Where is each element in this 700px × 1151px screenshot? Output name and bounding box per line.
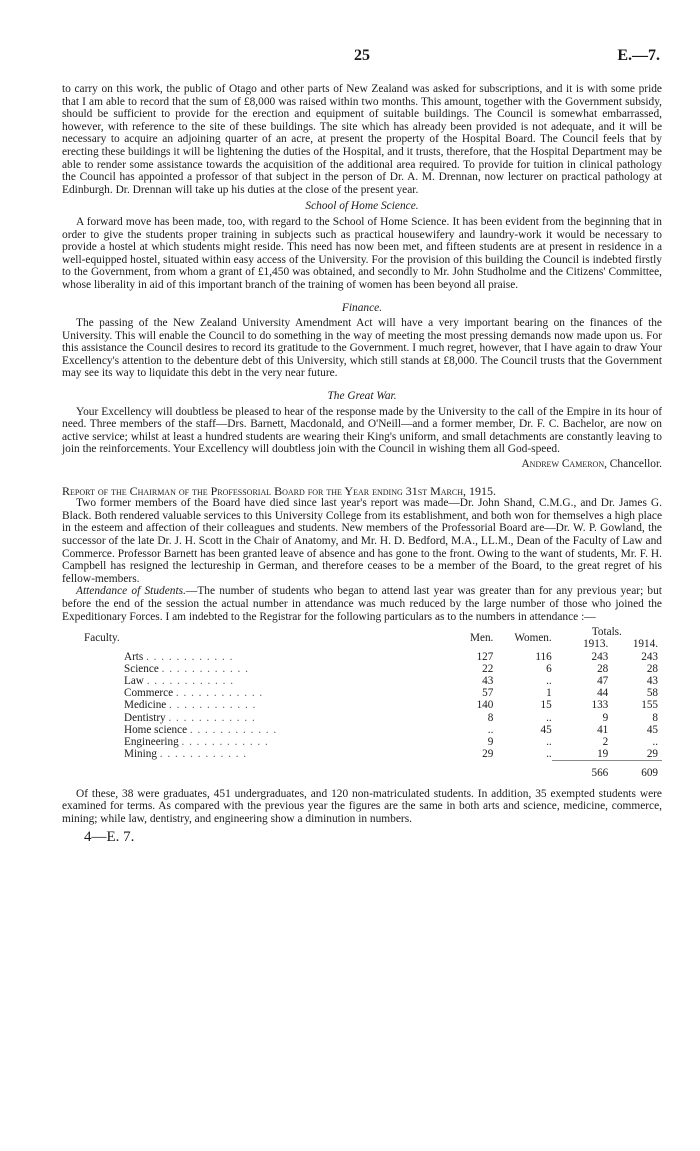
header-men: Men. xyxy=(470,632,494,645)
heading-great-war: The Great War. xyxy=(327,390,397,403)
total-1913: 9 xyxy=(602,711,609,724)
total-1913: 19 xyxy=(597,748,609,761)
men-count: 29 xyxy=(482,748,494,761)
great-war-paragraph: Your Excellency will doubtless be pleased to hear of the response made by the University to the call of the Empire in its hour of need. Three members of the staff—Drs. Barnett, Macdonald, and O'Neill—and a former member, Dr. F. C. Bachelor, are now on active service; whilst at least a hundred students are wearing their King's uniform, and small detachments are constantly leaving to join the reinforcements. Your Excellency will doubtless join with the Council in wishing them all God-speed. xyxy=(62,405,662,456)
table-row xyxy=(62,748,662,761)
men-count: 9 xyxy=(487,735,494,748)
total-1913: 41 xyxy=(597,723,609,736)
header-faculty: Faculty. xyxy=(84,632,120,645)
total-1914: 29 xyxy=(646,748,658,761)
grand-total-1913: 566 xyxy=(552,761,609,780)
signature-name: Andrew Cameron, xyxy=(521,458,607,471)
total-1913: 44 xyxy=(597,687,609,700)
men-count: 43 xyxy=(482,674,494,687)
leader-dots: . . . . . . . . . . . . xyxy=(159,748,248,761)
men-count: 140 xyxy=(476,699,494,712)
table-row xyxy=(62,724,662,736)
women-count: 15 xyxy=(540,699,552,712)
table-row xyxy=(62,675,662,687)
total-1913: 243 xyxy=(591,650,609,663)
attendance-text: —The number of students who began to attend last year was greater than for any previous year; but before the end of the session the actual number in attendance was much reduced by the large number of those who joined the Expeditionary Forces. I am indebted to the Registrar for the following particulars as to the numbers in attendance :— xyxy=(62,585,662,623)
faculty-name: Arts xyxy=(124,650,144,663)
faculty-name: Home science xyxy=(124,723,188,736)
header-1914: 1914. xyxy=(632,638,658,651)
faculty-name: Commerce xyxy=(124,687,174,700)
leader-dots: . . . . . . . . . . . . xyxy=(181,735,269,748)
faculty-name: Mining xyxy=(124,748,157,761)
header-1913: 1913. xyxy=(583,638,609,651)
heading-finance: Finance. xyxy=(341,301,383,314)
footer-reference: 4—E. 7. xyxy=(84,829,135,846)
men-count: 8 xyxy=(487,711,494,724)
grand-total-1914: 609 xyxy=(608,761,662,780)
leader-dots: . . . . . . . . . . . . xyxy=(168,711,256,724)
faculty-name: Medicine xyxy=(124,699,167,712)
leader-dots: . . . . . . . . . . . . xyxy=(146,650,234,663)
document-reference: E.—7. xyxy=(617,47,660,64)
heading-home-science: School of Home Science. xyxy=(305,200,419,213)
closing-paragraph: Of these, 38 were graduates, 451 undergraduates, and 120 non-matriculated students. In addition, 35 exempted students were examined for terms. As compared with the previous year the figures are the same in both arts and science, medicine, commerce, mining; while law, dentistry, and engineering show a diminution in numbers. xyxy=(62,787,662,825)
total-1913: 28 xyxy=(597,662,609,675)
header-women: Women. xyxy=(514,632,552,645)
total-1914: 243 xyxy=(641,650,658,663)
signature xyxy=(62,458,662,471)
women-count: 116 xyxy=(535,650,552,663)
men-count: 22 xyxy=(482,662,494,675)
leader-dots: . . . . . . . . . . . . xyxy=(169,699,257,712)
women-count: .. xyxy=(546,711,552,724)
women-count: .. xyxy=(546,674,552,687)
leader-dots: . . . . . . . . . . . . xyxy=(161,662,249,675)
total-1913: 2 xyxy=(602,735,609,748)
page-header xyxy=(62,47,662,67)
report-paragraph-2 xyxy=(62,585,662,623)
faculty-name: Engineering xyxy=(124,735,179,748)
signature-title: Chancellor. xyxy=(606,458,662,471)
table-row xyxy=(62,712,662,724)
page-number: 25 xyxy=(354,47,370,64)
total-1913: 47 xyxy=(597,674,609,687)
women-count: 1 xyxy=(546,687,552,700)
men-count: 127 xyxy=(476,650,494,663)
total-1914: 155 xyxy=(641,699,658,712)
total-1914: 58 xyxy=(646,687,658,700)
table-row xyxy=(62,736,662,748)
leader-dots: . . . . . . . . . . . . xyxy=(146,674,235,687)
table-header-row-1 xyxy=(62,626,662,638)
table-row xyxy=(62,663,662,675)
table-row xyxy=(62,687,662,699)
totals-row xyxy=(62,761,662,780)
women-count: 45 xyxy=(540,723,552,736)
men-count: 57 xyxy=(482,687,494,700)
intro-paragraph: to carry on this work, the public of Otago and other parts of New Zealand was asked for subscriptions, and it is with some pride that I am able to record that the sum of £8,000 was raised within two months. This amount, together with the Government subsidy, should be sufficient to provide for the erection and equipment of suitable buildings. The Council is somewhat embarrassed, however, with reference to the site of these buildings. The site which has already been provided is not adequate, and it will be necessary to acquire an adjoining quarter of an acre, at present the property of the Hospital Board. The Council feels that by erecting these buildings it will be lightening the duties of the Hospital, and it trusts, therefore, that the Hospital Department may be able to render some assistance towards the acquisition of the additional area required. To provide for tuition in clinical pathology the Council has appointed a professor of that subject in the person of Dr. A. M. Drennan, now lecturer on practical pathology at Edinburgh. Dr. Drennan will take up his duties at the close of the present year. xyxy=(62,83,662,196)
table-row xyxy=(62,699,662,711)
report-paragraph-1: Two former members of the Board have died since last year's report was made—Dr. John Shand, C.M.G., and Dr. James G. Black. Both rendered valuable services to this University College from its establishment, and both won for themselves a high place in the esteem and affection of their colleagues and students. New members of the Professorial Board are—Dr. W. P. Gowland, the successor of the late Dr. J. H. Scott in the Chair of Anatomy, and Mr. H. D. Bedford, M.A., LL.M., Dean of the Faculty of Law and Commerce. Professor Barnett has been granted leave of absence and has gone to the front. Owing to the want of students, Mr. F. H. Campbell has resigned the lectureship in German, and therefore ceases to be a member of the Board, to the great regret of his fellow-members. xyxy=(62,497,662,585)
leader-dots: . . . . . . . . . . . . xyxy=(175,687,264,700)
home-science-paragraph: A forward move has been made, too, with regard to the School of Home Science. It has been evident from the beginning that in order to give the students proper training in subjects such as practical housewifery and laundry-work it would be necessary to provide a hostel at which students might reside. This need has now been met, and fifteen students are at present in residence in a well-equipped hostel, situated within easy access of the University. For the provision of this building the Council is indebted firstly to the Government, from whom a grant of £1,450 was obtained, and secondly to Mr. John Studholme and the Citizens' Committee, whose liberality in aid of this important branch of the training of women has been beyond all praise. xyxy=(62,215,662,291)
report-title: Report of the Chairman of the Professorial Board for the Year ending 31st March, 1915. xyxy=(62,483,497,498)
total-1914: .. xyxy=(652,735,658,748)
total-1914: 28 xyxy=(646,662,658,675)
header-totals: Totals. xyxy=(591,626,622,639)
total-1913: 133 xyxy=(591,699,609,712)
women-count: .. xyxy=(546,748,552,761)
finance-paragraph: The passing of the New Zealand University Amendment Act will have a very important bearing on the finances of the University. This will enable the Council to do something in the way of meeting the most pressing demands now made upon us. For this assistance the Council desires to record its gratitude to the Government. I much regret, however, that I have again to draw Your Excellency's attention to the debenture debt of this University, which still stands at £8,000. The Council trusts that the Government may see its way to liquidate this debt in the very near future. xyxy=(62,317,662,380)
attendance-lead: Attendance of Students. xyxy=(76,585,186,598)
total-1914: 8 xyxy=(652,711,658,724)
document-body xyxy=(62,83,662,844)
leader-dots: . . . . . . . . . . . . xyxy=(189,723,278,736)
faculty-name: Law xyxy=(124,674,144,687)
table-row xyxy=(62,651,662,663)
total-1914: 45 xyxy=(646,723,658,736)
men-count: .. xyxy=(487,723,494,736)
faculty-name: Science xyxy=(124,662,159,675)
attendance-table xyxy=(62,626,662,779)
faculty-name: Dentistry xyxy=(124,711,166,724)
women-count: .. xyxy=(546,735,552,748)
total-1914: 43 xyxy=(646,674,658,687)
women-count: 6 xyxy=(546,662,552,675)
